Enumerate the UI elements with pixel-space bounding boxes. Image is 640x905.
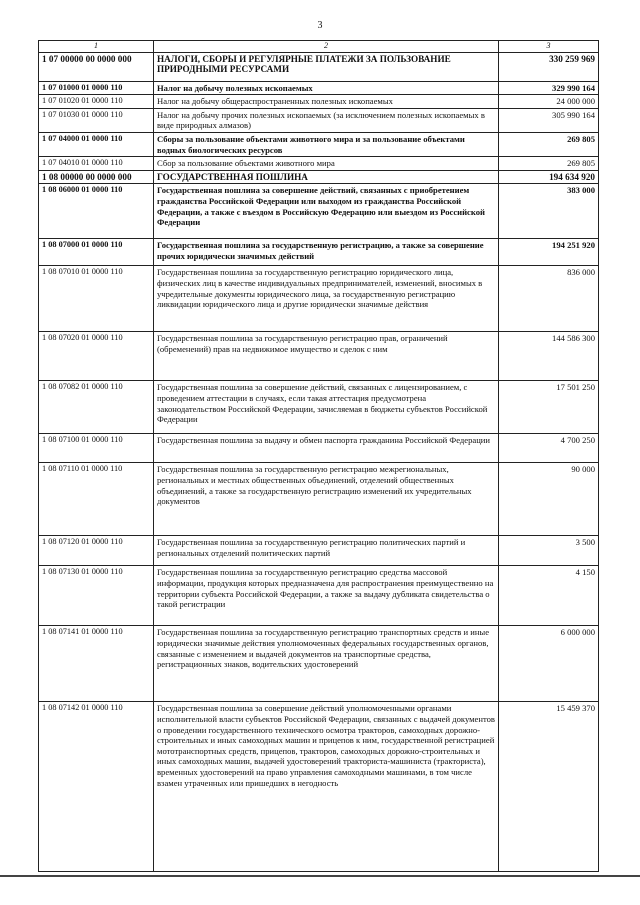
table-row [39,184,599,239]
budget-code-cell: 1 07 01020 01 0000 110 [39,95,154,109]
table-row [39,81,599,95]
revenue-name-cell: Налог на добычу полезных ископаемых [154,81,499,95]
amount-cell: 4 700 250 [499,434,599,463]
page-bottom-rule [0,875,640,877]
amount-cell: 6 000 000 [499,626,599,702]
budget-code-cell: 1 07 01030 01 0000 110 [39,108,154,132]
amount-cell: 836 000 [499,266,599,332]
budget-code-cell: 1 08 07130 01 0000 110 [39,566,154,626]
amount-cell: 330 259 969 [499,52,599,81]
budget-revenue-table [38,40,599,872]
revenue-name-cell: Государственная пошлина за государственную регистрацию юридического лица, физических лиц в качестве индивидуальных предпринимателей, изменений, вносимых в учредительные документы юридического лица, за государственную регистрацию ликвидации юридического лица и другие юридически значимые действия [154,266,499,332]
amount-cell: 144 586 300 [499,332,599,381]
budget-code-cell: 1 08 07110 01 0000 110 [39,463,154,536]
budget-code-cell: 1 08 07142 01 0000 110 [39,702,154,872]
revenue-name-cell: Государственная пошлина за государственную регистрацию транспортных средств и иные юридически значимые действия уполномоченных федеральных государственных органов, связанные с изменением и выдачей документов на транспортные средства, регистрационных знаков, водительских удостоверений [154,626,499,702]
amount-cell: 17 501 250 [499,381,599,434]
revenue-name-cell: Государственная пошлина за совершение действий, связанных с приобретением гражданства Российской Федерации или выходом из гражданства Российской Федерации, а также с въездом в Российскую Федерацию или выездом из Российской Федерации [154,184,499,239]
amount-cell: 3 500 [499,536,599,566]
table-row [39,266,599,332]
amount-cell: 269 805 [499,157,599,171]
budget-code-cell: 1 08 07000 01 0000 110 [39,239,154,266]
budget-code-cell: 1 08 07010 01 0000 110 [39,266,154,332]
budget-code-cell: 1 08 07082 01 0000 110 [39,381,154,434]
revenue-name-cell: Налог на добычу прочих полезных ископаемых (за исключением полезных ископаемых в виде природных алмазов) [154,108,499,132]
table-row [39,332,599,381]
page-number: 3 [317,20,323,31]
revenue-name-cell: Государственная пошлина за государственную регистрацию межрегиональных, региональных и местных общественных объединений, отделений общественных объединений, а также за государственную регистрацию изменений их учредительных документов [154,463,499,536]
table-row [39,239,599,266]
table-row [39,626,599,702]
table-row [39,702,599,872]
amount-cell: 90 000 [499,463,599,536]
revenue-name-cell: Сбор за пользование объектами животного мира [154,157,499,171]
column-header-amount: 3 [499,41,599,53]
amount-cell: 4 150 [499,566,599,626]
amount-cell: 305 990 164 [499,108,599,132]
budget-code-cell: 1 07 04010 01 0000 110 [39,157,154,171]
budget-code-cell: 1 07 00000 00 0000 000 [39,52,154,81]
table-row [39,536,599,566]
table-row [39,566,599,626]
amount-cell: 194 634 920 [499,170,599,184]
budget-code-cell: 1 08 06000 01 0000 110 [39,184,154,239]
budget-code-cell: 1 07 01000 01 0000 110 [39,81,154,95]
budget-code-cell: 1 07 04000 01 0000 110 [39,132,154,156]
amount-cell: 15 459 370 [499,702,599,872]
revenue-name-cell: Государственная пошлина за государственную регистрацию, а также за совершение прочих юридически значимых действий [154,239,499,266]
budget-code-cell: 1 08 07020 01 0000 110 [39,332,154,381]
amount-cell: 329 990 164 [499,81,599,95]
revenue-name-cell: Государственная пошлина за выдачу и обмен паспорта гражданина Российской Федерации [154,434,499,463]
revenue-name-cell: Государственная пошлина за совершение действий уполномоченными органами исполнительной власти субъектов Российской Федерации, связанных с выдачей документов о проведении государственного технического осмотра тракторов, самоходных дорожно-строительных и иных самоходных машин и прицепов к ним, государственной регистрацией мототранспортных средств, прицепов, тракторов, самоходных дорожно-строительных и иных самоходных машин, выдачей удостоверений тракториста-машиниста (тракториста), временных удостоверений на право управления самоходными машинами, в том числе взамен утраченных или пришедших в негодность [154,702,499,872]
column-number-header-row [39,41,599,53]
revenue-name-cell: Государственная пошлина за государственную регистрацию прав, ограничений (обременений) прав на недвижимое имущество и сделок с ним [154,332,499,381]
amount-cell: 24 000 000 [499,95,599,109]
amount-cell: 269 805 [499,132,599,156]
table-row [39,132,599,156]
table-row [39,434,599,463]
table-row [39,95,599,109]
table-row [39,157,599,171]
column-header-name: 2 [154,41,499,53]
budget-code-cell: 1 08 07141 01 0000 110 [39,626,154,702]
revenue-name-cell: ГОСУДАРСТВЕННАЯ ПОШЛИНА [154,170,499,184]
table-row [39,463,599,536]
revenue-name-cell: Государственная пошлина за государственную регистрацию политических партий и региональных отделений политических партий [154,536,499,566]
revenue-name-cell: Налог на добычу общераспространенных полезных ископаемых [154,95,499,109]
amount-cell: 383 000 [499,184,599,239]
budget-code-cell: 1 08 07120 01 0000 110 [39,536,154,566]
budget-code-cell: 1 08 07100 01 0000 110 [39,434,154,463]
table-row [39,108,599,132]
table-row [39,52,599,81]
table-row [39,381,599,434]
revenue-name-cell: Государственная пошлина за государственную регистрацию средства массовой информации, продукция которых предназначена для распространения преимущественно на территории субъекта Российской Федерации, а также за выдачу дубликата свидетельства о такой регистрации [154,566,499,626]
revenue-name-cell: Сборы за пользование объектами животного мира и за пользование объектами водных биологических ресурсов [154,132,499,156]
column-header-code: 1 [39,41,154,53]
revenue-name-cell: Государственная пошлина за совершение действий, связанных с лицензированием, с проведением аттестации в случаях, если такая аттестация предусмотрена законодательством Российской Федерации, зачисляемая в бюджеты субъектов Российской Федерации [154,381,499,434]
table-row [39,170,599,184]
budget-code-cell: 1 08 00000 00 0000 000 [39,170,154,184]
amount-cell: 194 251 920 [499,239,599,266]
revenue-name-cell: НАЛОГИ, СБОРЫ И РЕГУЛЯРНЫЕ ПЛАТЕЖИ ЗА ПОЛЬЗОВАНИЕ ПРИРОДНЫМИ РЕСУРСАМИ [154,52,499,81]
